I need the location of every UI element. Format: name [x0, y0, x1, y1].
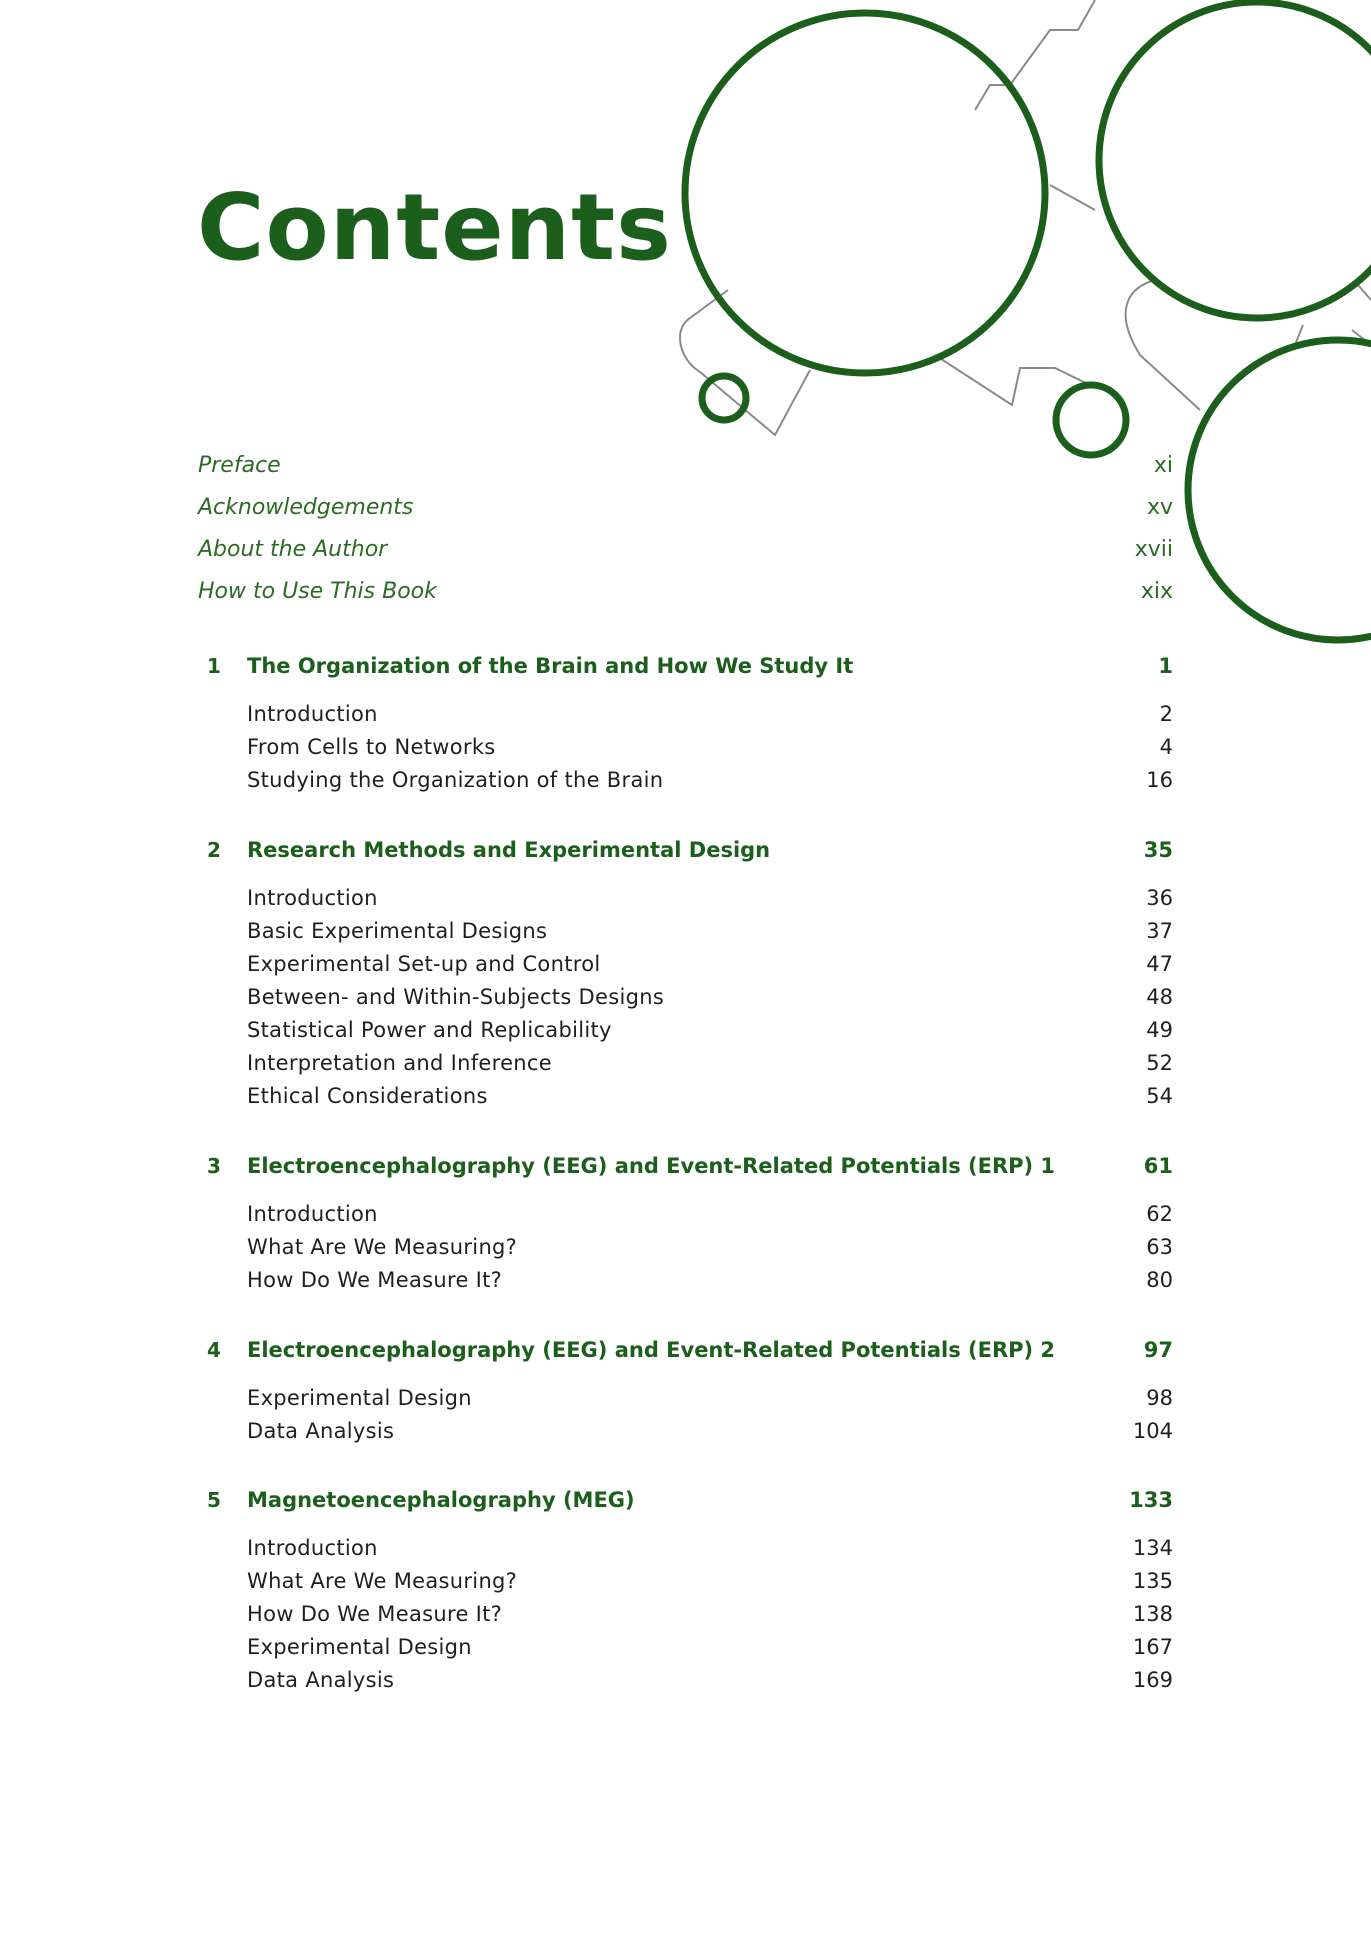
section-title: Basic Experimental Designs: [247, 919, 548, 943]
section-entry[interactable]: [198, 882, 1173, 915]
section-title: From Cells to Networks: [247, 735, 496, 759]
front-matter-item[interactable]: [198, 532, 1173, 574]
section-page: 62: [1146, 1202, 1173, 1226]
chapter-number: 1: [207, 654, 221, 678]
chapter-page: 1: [1158, 654, 1173, 678]
chapter-page: 97: [1143, 1338, 1173, 1362]
section-list: [198, 1198, 1173, 1297]
section-entry[interactable]: [198, 731, 1173, 764]
chapter-3: [198, 1148, 1173, 1297]
section-page: 104: [1132, 1419, 1173, 1443]
chapter-heading[interactable]: [198, 648, 1173, 692]
chapter-page: 133: [1129, 1488, 1173, 1512]
chapter-title: Electroencephalography (EEG) and Event-Related Potentials (ERP) 1: [247, 1154, 1056, 1178]
chapter-heading[interactable]: [198, 1482, 1173, 1526]
chapter-number: 4: [207, 1338, 221, 1362]
chapter-title: Electroencephalography (EEG) and Event-Related Potentials (ERP) 2: [247, 1338, 1056, 1362]
section-page: 47: [1146, 952, 1173, 976]
section-title: What Are We Measuring?: [247, 1569, 518, 1593]
section-page: 167: [1132, 1635, 1173, 1659]
section-title: How Do We Measure It?: [247, 1268, 503, 1292]
front-matter-title: Preface: [198, 453, 281, 478]
chapter-heading[interactable]: [198, 832, 1173, 876]
chapter-page: 35: [1143, 838, 1173, 862]
section-list: [198, 882, 1173, 1113]
front-matter-title: About the Author: [198, 537, 388, 562]
section-page: 135: [1132, 1569, 1173, 1593]
chapter-2: [198, 832, 1173, 1113]
chapter-number: 2: [207, 838, 221, 862]
section-entry[interactable]: [198, 981, 1173, 1014]
section-title: Ethical Considerations: [247, 1084, 488, 1108]
section-page: 37: [1146, 919, 1173, 943]
section-page: 4: [1159, 735, 1173, 759]
front-matter-page: xvii: [1134, 537, 1173, 562]
section-entry[interactable]: [198, 948, 1173, 981]
section-title: Data Analysis: [247, 1668, 395, 1692]
section-entry[interactable]: [198, 1080, 1173, 1113]
section-entry[interactable]: [198, 1231, 1173, 1264]
front-matter-title: How to Use This Book: [198, 579, 437, 604]
section-page: 98: [1146, 1386, 1173, 1410]
front-matter-page: xv: [1146, 495, 1173, 520]
section-entry[interactable]: [198, 1014, 1173, 1047]
section-entry[interactable]: [198, 1382, 1173, 1415]
front-matter-item[interactable]: [198, 448, 1173, 490]
section-title: Introduction: [247, 702, 378, 726]
section-page: 169: [1132, 1668, 1173, 1692]
section-entry[interactable]: [198, 1264, 1173, 1297]
section-title: Introduction: [247, 1536, 378, 1560]
front-matter-page: xix: [1140, 579, 1173, 604]
section-page: 16: [1146, 768, 1173, 792]
section-page: 138: [1132, 1602, 1173, 1626]
front-matter-title: Acknowledgements: [198, 495, 414, 520]
section-title: Experimental Design: [247, 1635, 472, 1659]
chapter-5: [198, 1482, 1173, 1697]
section-list: [198, 1382, 1173, 1448]
chapter-4: [198, 1332, 1173, 1448]
section-page: 54: [1146, 1084, 1173, 1108]
section-entry[interactable]: [198, 698, 1173, 731]
section-entry[interactable]: [198, 1532, 1173, 1565]
section-entry[interactable]: [198, 764, 1173, 797]
section-page: 52: [1146, 1051, 1173, 1075]
section-title: Interpretation and Inference: [247, 1051, 552, 1075]
page-title: Contents: [197, 174, 672, 281]
section-title: Introduction: [247, 886, 378, 910]
section-entry[interactable]: [198, 915, 1173, 948]
section-list: [198, 1532, 1173, 1697]
chapter-1: [198, 648, 1173, 797]
section-title: How Do We Measure It?: [247, 1602, 503, 1626]
section-page: 49: [1146, 1018, 1173, 1042]
section-entry[interactable]: [198, 1565, 1173, 1598]
chapter-title: Magnetoencephalography (MEG): [247, 1488, 635, 1512]
section-title: What Are We Measuring?: [247, 1235, 518, 1259]
front-matter-item[interactable]: [198, 490, 1173, 532]
section-entry[interactable]: [198, 1198, 1173, 1231]
section-title: Statistical Power and Replicability: [247, 1018, 612, 1042]
section-title: Introduction: [247, 1202, 378, 1226]
section-title: Experimental Set-up and Control: [247, 952, 601, 976]
section-entry[interactable]: [198, 1598, 1173, 1631]
section-entry[interactable]: [198, 1047, 1173, 1080]
section-title: Studying the Organization of the Brain: [247, 768, 664, 792]
section-entry[interactable]: [198, 1631, 1173, 1664]
chapter-number: 3: [207, 1154, 221, 1178]
section-list: [198, 698, 1173, 797]
section-page: 36: [1146, 886, 1173, 910]
section-title: Between- and Within-Subjects Designs: [247, 985, 665, 1009]
section-page: 80: [1146, 1268, 1173, 1292]
front-matter-page: xi: [1153, 453, 1173, 478]
connector-lines: [680, 0, 1371, 435]
chapter-page: 61: [1143, 1154, 1173, 1178]
chapter-title: The Organization of the Brain and How We Study It: [247, 654, 854, 678]
chapter-heading[interactable]: [198, 1332, 1173, 1376]
chapter-number: 5: [207, 1488, 221, 1512]
section-page: 63: [1146, 1235, 1173, 1259]
section-entry[interactable]: [198, 1664, 1173, 1697]
section-page: 48: [1146, 985, 1173, 1009]
section-entry[interactable]: [198, 1415, 1173, 1448]
chapter-heading[interactable]: [198, 1148, 1173, 1192]
front-matter-list: [198, 448, 1173, 616]
section-page: 2: [1159, 702, 1173, 726]
section-title: Experimental Design: [247, 1386, 472, 1410]
section-title: Data Analysis: [247, 1419, 395, 1443]
front-matter-item[interactable]: [198, 574, 1173, 616]
section-page: 134: [1132, 1536, 1173, 1560]
chapter-title: Research Methods and Experimental Design: [247, 838, 771, 862]
